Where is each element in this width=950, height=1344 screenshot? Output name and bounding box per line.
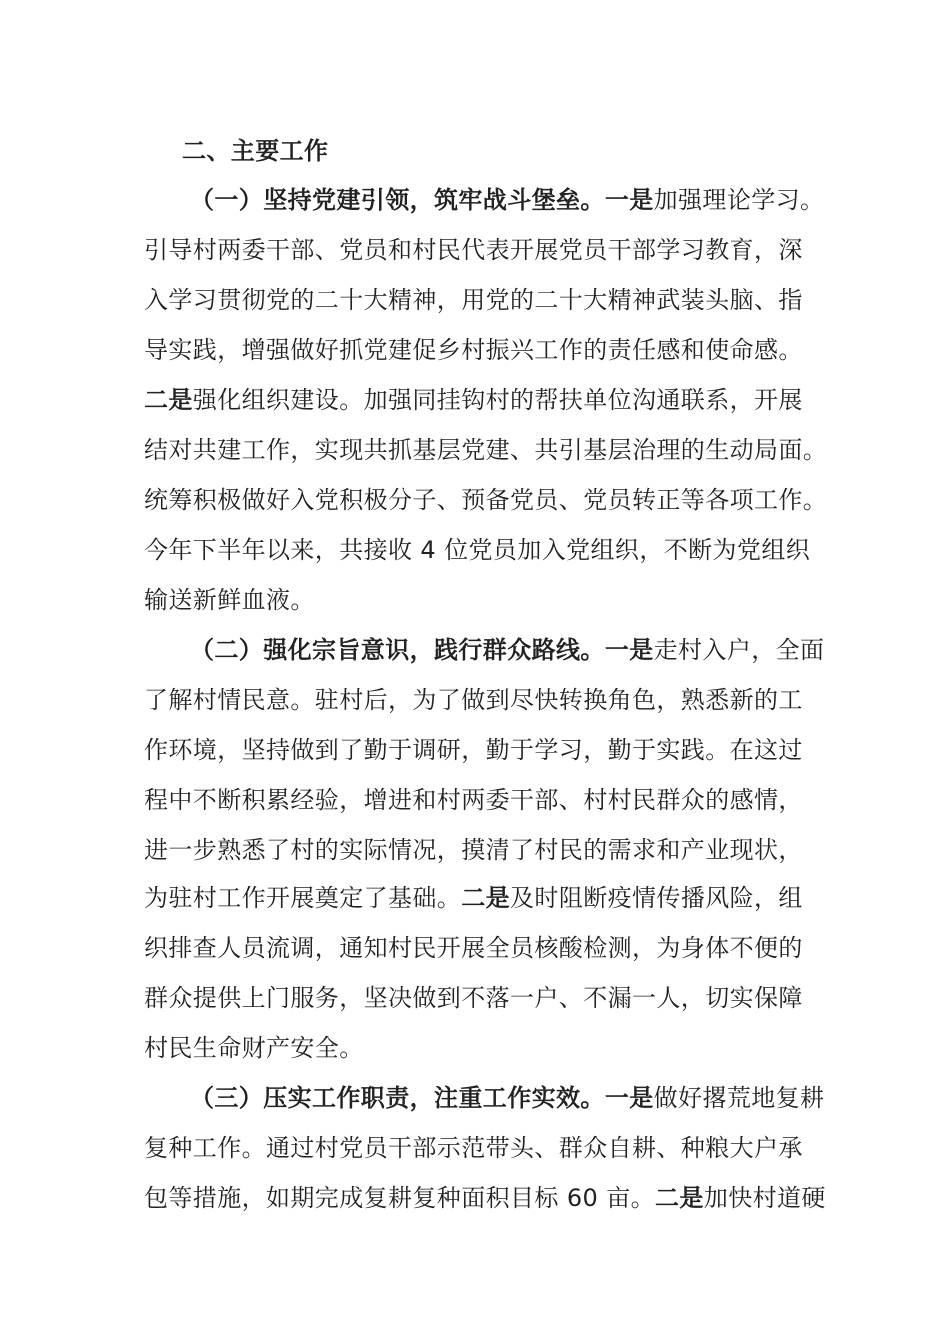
paragraph-heading: （一）坚持党建引领，筑牢战斗堡垒。 bbox=[190, 186, 605, 214]
lead-marker: 二是 bbox=[144, 386, 193, 414]
paragraph-2-line: 为驻村工作开展奠定了基础。二是及时阻断疫情传播风险，组 bbox=[144, 884, 803, 912]
paragraph-1-line: 导实践，增强做好抓党建促乡村振兴工作的责任感和使命感。 bbox=[144, 336, 803, 364]
paragraph-2-line: 进一步熟悉了村的实际情况，摸清了村民的需求和产业现状， bbox=[144, 836, 803, 864]
paragraph-1-line: 入学习贯彻党的二十大精神，用党的二十大精神武装头脑、指 bbox=[144, 286, 803, 314]
paragraph-3-line: （三）压实工作职责，注重工作实效。一是做好撂荒地复耕 bbox=[190, 1084, 825, 1112]
paragraph-2-line: 群众提供上门服务，坚决做到不落一户、不漏一人，切实保障 bbox=[144, 984, 803, 1012]
paragraph-3-line: 包等措施，如期完成复耕复种面积目标 60 亩。二是加快村道硬 bbox=[144, 1184, 826, 1212]
paragraph-2-line: 程中不断积累经验，增进和村两委干部、村村民群众的感情， bbox=[144, 786, 803, 814]
paragraph-2-line: 村民生命财产安全。 bbox=[144, 1034, 364, 1062]
paragraph-1-line: 统筹积极做好入党积极分子、预备党员、党员转正等各项工作。 bbox=[144, 486, 828, 514]
lead-marker: 二是 bbox=[655, 1184, 704, 1212]
paragraph-1-line: 二是强化组织建设。加强同挂钩村的帮扶单位沟通联系，开展 bbox=[144, 386, 803, 414]
paragraph-1-line: 输送新鲜血液。 bbox=[144, 586, 315, 614]
lead-marker: 一是 bbox=[604, 636, 654, 664]
lead-marker: 一是 bbox=[604, 1084, 654, 1112]
lead-marker: 一是 bbox=[604, 186, 654, 214]
lead-marker: 二是 bbox=[461, 884, 511, 912]
paragraph-heading: （二）强化宗旨意识，践行群众路线。 bbox=[190, 636, 605, 664]
paragraph-2-line: 作环境，坚持做到了勤于调研，勤于学习，勤于实践。在这过 bbox=[144, 736, 803, 764]
paragraph-1-line: 引导村两委干部、党员和村民代表开展党员干部学习教育，深 bbox=[144, 236, 803, 264]
paragraph-2-line: （二）强化宗旨意识，践行群众路线。一是走村入户，全面 bbox=[190, 636, 825, 664]
paragraph-2-line: 了解村情民意。驻村后，为了做到尽快转换角色，熟悉新的工 bbox=[144, 686, 803, 714]
paragraph-1-line: 今年下半年以来，共接收 4 位党员加入党组织，不断为党组织 bbox=[144, 536, 811, 564]
paragraph-2-line: 织排查人员流调，通知村民开展全员核酸检测，为身体不便的 bbox=[144, 934, 803, 962]
paragraph-heading: （三）压实工作职责，注重工作实效。 bbox=[190, 1084, 605, 1112]
paragraph-3-line: 复种工作。通过村党员干部示范带头、群众自耕、种粮大户承 bbox=[144, 1134, 803, 1162]
paragraph-1-line: 结对共建工作，实现共抓基层党建、共引基层治理的生动局面。 bbox=[144, 436, 828, 464]
paragraph-1-line: （一）坚持党建引领，筑牢战斗堡垒。一是加强理论学习。 bbox=[190, 186, 825, 214]
section-title: 二、主要工作 bbox=[182, 137, 329, 165]
